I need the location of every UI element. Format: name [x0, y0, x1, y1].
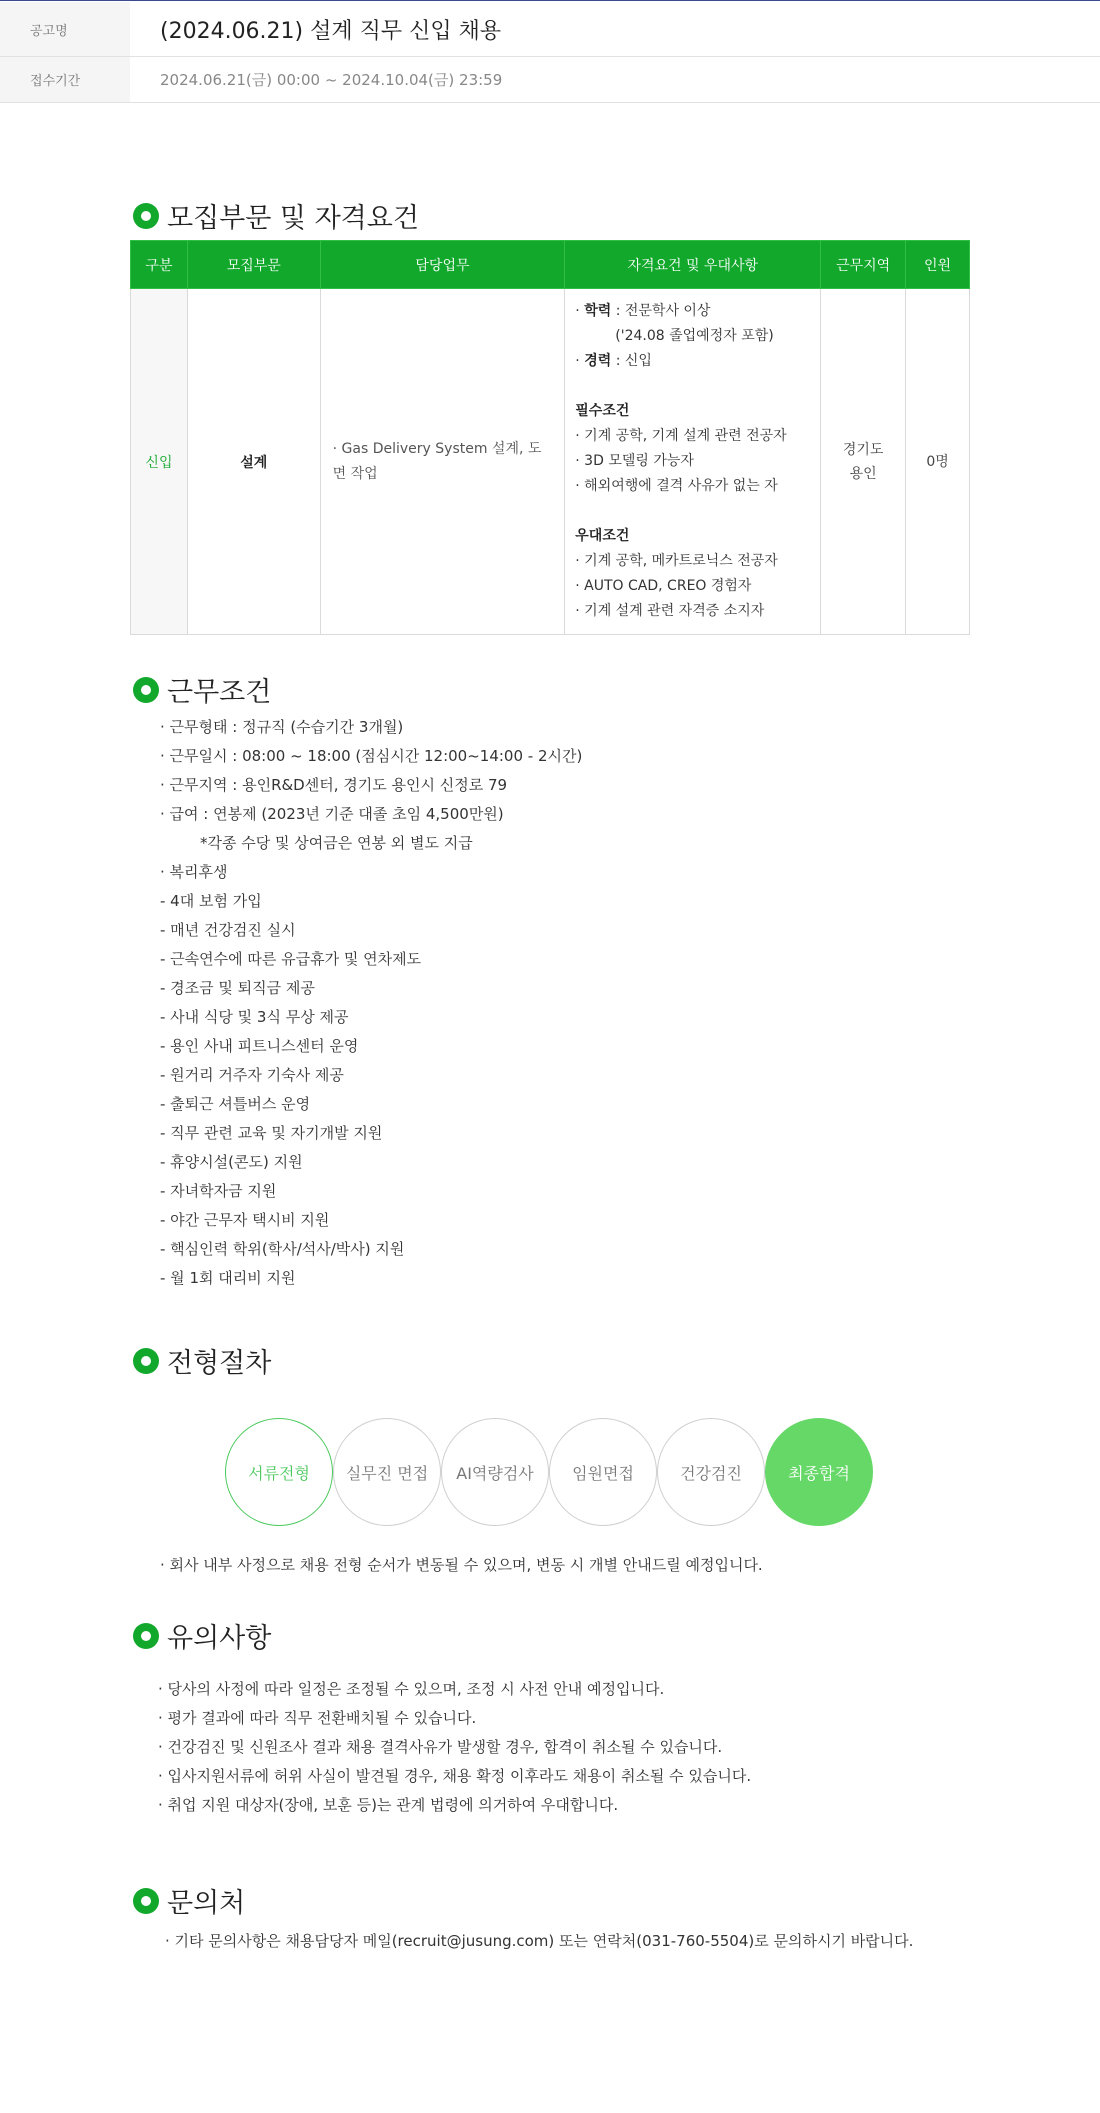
application-period-label: 접수기간 — [0, 57, 130, 102]
list-item: - 월 1회 대리비 지원 — [160, 1269, 296, 1287]
section-heading-process — [133, 1341, 271, 1380]
step-circle-ai-assessment: AI역량검사 — [441, 1418, 549, 1526]
location-line: 용인 — [849, 465, 877, 482]
list-item: - 원거리 거주자 기숙사 제공 — [160, 1066, 344, 1084]
bullet-circle-icon — [133, 203, 159, 229]
list-item: · 근무일시 : 08:00 ~ 18:00 (점심시간 12:00~14:00 - 2시간) — [160, 747, 583, 765]
bullet-circle-icon — [133, 1348, 159, 1374]
career-label: 경력 — [584, 353, 612, 369]
list-item: · 평가 결과에 따라 직무 전환배치될 수 있습니다. — [158, 1709, 477, 1727]
section-heading-work — [133, 670, 271, 709]
task-cell: · Gas Delivery System 설계, 도면 작업 — [320, 289, 565, 635]
job-title-row — [0, 2, 1100, 57]
division-cell: 신입 — [131, 289, 188, 635]
step-circle-final-pass: 최종합격 — [765, 1418, 873, 1526]
location-line: 경기도 — [842, 441, 884, 458]
list-item: · 취업 지원 대상자(장애, 보훈 등)는 관계 법령에 의거하여 우대합니다. — [158, 1796, 619, 1814]
step-circle-practical-interview: 실무진 면접 — [333, 1418, 441, 1526]
table-row — [131, 289, 970, 635]
list-item: · 건강검진 및 신원조사 결과 채용 결격사유가 발생할 경우, 합격이 취소될 수 있습니다. — [158, 1738, 723, 1756]
list-item: - 직무 관련 교육 및 자기개발 지원 — [160, 1124, 383, 1142]
edu-note: ('24.08 졸업예정자 포함) — [615, 328, 774, 344]
list-item: - 사내 식당 및 3식 무상 제공 — [160, 1008, 349, 1026]
list-item: - 매년 건강검진 실시 — [160, 921, 296, 939]
notice-list — [158, 1675, 751, 1820]
section-title: 전형절차 — [167, 1348, 272, 1379]
headcount-cell: 0명 — [906, 289, 970, 635]
list-item: - 4대 보험 가입 — [160, 892, 262, 910]
list-item: · 당사의 사정에 따라 일정은 조정될 수 있으며, 조정 시 사전 안내 예정입니다. — [158, 1680, 665, 1698]
list-item: · 복리후생 — [160, 863, 228, 881]
list-item: - 출퇴근 셔틀버스 운영 — [160, 1095, 311, 1113]
list-item: · 급여 : 연봉제 (2023년 기준 대졸 초임 4,500만원) — [160, 805, 504, 823]
col-header: 담당업무 — [320, 241, 565, 289]
edu-label: 학력 — [584, 303, 612, 319]
list-item: · 근무지역 : 용인R&D센터, 경기도 용인시 신정로 79 — [160, 776, 508, 794]
process-note: · 회사 내부 사정으로 채용 전형 순서가 변동될 수 있으며, 변동 시 개별 안내드릴 예정입니다. — [160, 1556, 763, 1574]
career-line: · 경력 : 신입 — [575, 353, 652, 369]
list-item: - 근속연수에 따른 유급휴가 및 연차제도 — [160, 950, 422, 968]
col-header: 자격요건 및 우대사항 — [565, 241, 821, 289]
preferred-item: · AUTO CAD, CREO 경험자 — [575, 578, 752, 594]
col-header: 근무지역 — [821, 241, 906, 289]
list-item: - 핵심인력 학위(학사/석사/박사) 지원 — [160, 1240, 405, 1258]
application-period: 2024.06.21(금) 00:00 ~ 2024.10.04(금) 23:59 — [160, 71, 503, 89]
contact-text: · 기타 문의사항은 채용담당자 메일(recruit@jusung.com) 또는 연락처(031-760-5504)로 문의하시기 바랍니다. — [165, 1932, 914, 1950]
job-title: (2024.06.21) 설계 직무 신입 채용 — [160, 18, 502, 44]
preferred-title: 우대조건 — [575, 528, 630, 544]
work-conditions-list — [160, 713, 582, 1293]
list-item: - 용인 사내 피트니스센터 운영 — [160, 1037, 359, 1055]
col-header: 모집부문 — [187, 241, 320, 289]
step-circle-health-check: 건강검진 — [657, 1418, 765, 1526]
application-period-row — [0, 57, 1100, 103]
bullet-circle-icon — [133, 1623, 159, 1649]
required-title: 필수조건 — [575, 403, 630, 419]
edu-value: : 전문학사 이상 — [611, 303, 711, 319]
job-title-label: 공고명 — [0, 2, 130, 56]
section-title: 유의사항 — [167, 1623, 272, 1654]
section-title: 모집부문 및 자격요건 — [167, 203, 419, 234]
list-item: - 경조금 및 퇴직금 제공 — [160, 979, 315, 997]
list-item: - 야간 근무자 택시비 지원 — [160, 1211, 330, 1229]
list-item: · 근무형태 : 정규직 (수습기간 3개월) — [160, 718, 404, 736]
step-circle-documents: 서류전형 — [225, 1418, 333, 1526]
table-header-row — [131, 241, 970, 289]
required-item: · 3D 모델링 가능자 — [575, 453, 694, 469]
bullet-circle-icon — [133, 677, 159, 703]
required-item: · 기계 공학, 기계 설계 관련 전공자 — [575, 428, 787, 444]
location-cell — [821, 289, 906, 635]
col-header: 인원 — [906, 241, 970, 289]
list-item: · 입사지원서류에 허위 사실이 발견될 경우, 채용 확정 이후라도 채용이 취소될 수 있습니다. — [158, 1767, 752, 1785]
department-cell: 설계 — [187, 289, 320, 635]
step-circle-executive-interview: 임원면접 — [549, 1418, 657, 1526]
list-item: - 휴양시설(콘도) 지원 — [160, 1153, 303, 1171]
qualification-cell — [565, 289, 821, 635]
section-heading-recruit — [133, 196, 419, 235]
list-item: *각종 수당 및 상여금은 연봉 외 별도 지급 — [200, 834, 473, 852]
career-value: : 신입 — [611, 353, 652, 369]
edu-line: · 학력 : 전문학사 이상 — [575, 303, 711, 319]
section-heading-contact — [133, 1881, 245, 1920]
preferred-item: · 기계 설계 관련 자격증 소지자 — [575, 603, 765, 619]
section-title: 문의처 — [167, 1888, 246, 1919]
required-item: · 해외여행에 결격 사유가 없는 자 — [575, 478, 778, 494]
requirements-table — [130, 240, 970, 635]
preferred-item: · 기계 공학, 메카트로닉스 전공자 — [575, 553, 778, 569]
section-title: 근무조건 — [167, 677, 272, 708]
bullet-circle-icon — [133, 1888, 159, 1914]
list-item: - 자녀학자금 지원 — [160, 1182, 277, 1200]
section-heading-notice — [133, 1616, 271, 1655]
col-header: 구분 — [131, 241, 188, 289]
